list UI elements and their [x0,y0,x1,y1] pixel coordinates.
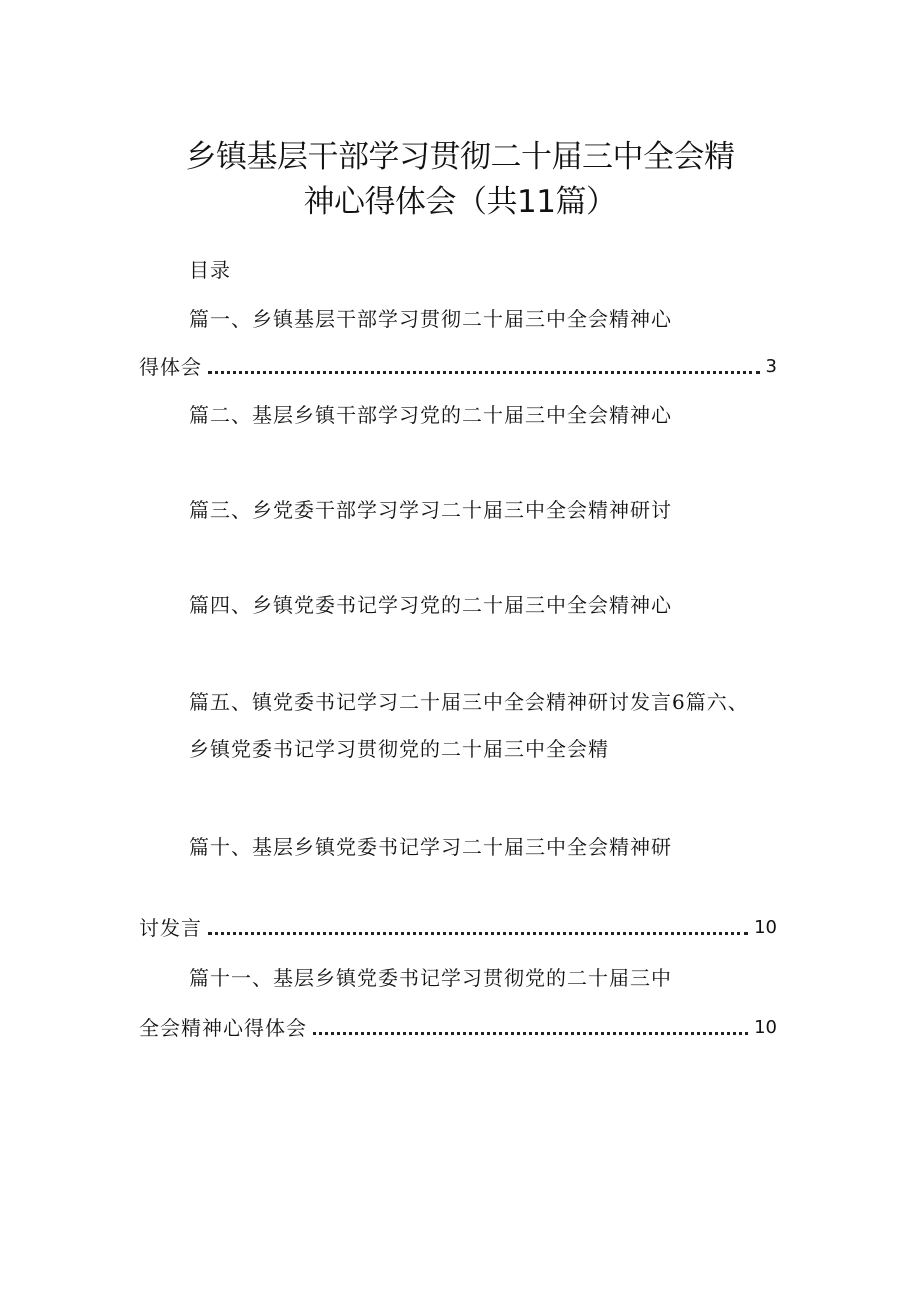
toc-leader-dots [208,932,748,935]
toc-entry-10-line-1: 篇十、基层乡镇党委书记学习二十届三中全会精神研 [189,835,672,859]
toc-heading: 目录 [189,258,231,282]
toc-leader-dots [208,371,760,374]
toc-entry-11-line-2 [139,1014,777,1042]
toc-entry-11-text: 全会精神心得体会 [139,1016,307,1040]
toc-entry-5-line-2: 乡镇党委书记学习贯彻党的二十届三中全会精 [189,737,609,761]
toc-entry-1-text: 得体会 [139,355,202,379]
toc-entry-2: 篇二、基层乡镇干部学习党的二十届三中全会精神心 [189,403,672,427]
toc-entry-10-line-2 [139,914,777,942]
toc-entry-10-page: 10 [754,917,777,938]
toc-entry-4: 篇四、乡镇党委书记学习党的二十届三中全会精神心 [189,593,672,617]
toc-entry-3: 篇三、乡党委干部学习学习二十届三中全会精神研讨 [189,498,672,522]
document-title-line-2: 神心得体会（共11篇） [303,184,617,220]
toc-entry-11-page: 10 [754,1017,777,1038]
toc-entry-11-line-1: 篇十一、基层乡镇党委书记学习贯彻党的二十届三中 [189,966,672,990]
toc-entry-10-text: 讨发言 [139,916,202,940]
toc-entry-1-page: 3 [765,356,777,377]
toc-entry-1-line-2 [139,353,777,381]
toc-leader-dots [313,1032,748,1035]
document-title-line-1: 乡镇基层干部学习贯彻二十届三中全会精 [185,139,735,175]
toc-entry-5-line-1: 篇五、镇党委书记学习二十届三中全会精神研讨发言6篇六、 [189,690,749,714]
toc-entry-1-line-1: 篇一、乡镇基层干部学习贯彻二十届三中全会精神心 [189,307,672,331]
